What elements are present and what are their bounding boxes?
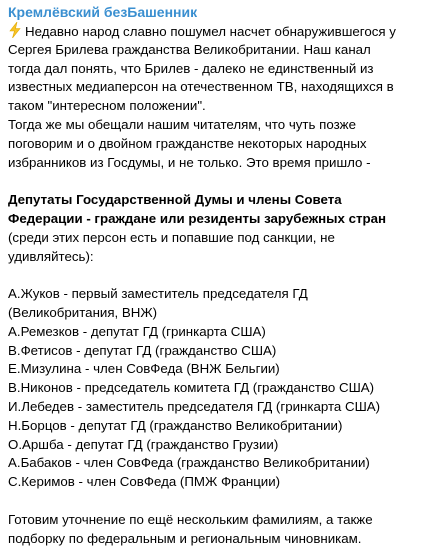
blank-line	[8, 172, 418, 191]
post-line	[8, 454, 418, 473]
post-line-text: А.Жуков - первый заместитель председателя ГД	[8, 286, 308, 302]
post-line-text: Депутаты Государственной Думы и члены Совета	[8, 192, 342, 208]
post-line-text: (среди этих персон есть и попавшие под санкции, не	[8, 229, 335, 245]
post-line-text: Сергея Брилева гражданства Великобритании. Наш канал	[8, 41, 371, 57]
post-line	[8, 379, 418, 398]
post-line-text: таком "интересном положении".	[8, 98, 206, 114]
post-line-text: Н.Борцов - депутат ГД (гражданство Великобритании)	[8, 417, 343, 433]
post-line-text: поговорим и о двойном гражданстве некоторых народных	[8, 135, 367, 151]
post-line-text: А.Ремезков - депутат ГД (гринкарта США)	[8, 323, 266, 339]
post-line	[8, 248, 418, 267]
post-line	[8, 41, 418, 60]
post-line	[8, 22, 418, 41]
post-line-text: С.Керимов - член СовФеда (ПМЖ Франции)	[8, 474, 281, 490]
post-line	[8, 323, 418, 342]
post-line	[8, 473, 418, 492]
blank-line	[8, 266, 418, 285]
post-line	[8, 154, 418, 173]
post-line-text: удивляйтесь):	[8, 248, 94, 264]
blank-line	[8, 492, 418, 511]
post-line	[8, 511, 418, 530]
post-line	[8, 229, 418, 248]
post-line	[8, 436, 418, 455]
post-line	[8, 210, 418, 229]
post-line-text: Готовим уточнение по ещё нескольким фамилиям, а также	[8, 511, 373, 527]
post-line-text: О.Аршба - депутат ГД (гражданство Грузии)	[8, 436, 279, 452]
post-line	[8, 285, 418, 304]
post-line-text: (Великобритания, ВНЖ)	[8, 304, 158, 320]
post-text	[8, 22, 418, 548]
post-line-text: подборку по федеральным и региональным чиновникам.	[8, 530, 362, 546]
post-line	[8, 304, 418, 323]
post-line	[8, 60, 418, 79]
post-line	[8, 191, 418, 210]
post-line-text: А.Бабаков - член СовФеда (гражданство Великобритании)	[8, 455, 370, 471]
high-voltage-icon	[8, 22, 22, 38]
post-line	[8, 342, 418, 361]
channel-name[interactable]: Кремлёвский безБашенник	[8, 4, 198, 20]
post-line-text: тогда дал понять, что Брилев - далеко не единственный из	[8, 60, 374, 76]
post-line	[8, 97, 418, 116]
post-line-text: В.Никонов - председатель комитета ГД (гражданство США)	[8, 380, 375, 396]
post-line-text: Недавно народ славно пошумел насчет обнаружившегося у	[25, 24, 396, 39]
post-line	[8, 78, 418, 97]
post-line-text: избранников из Госдумы, и не только. Это время пришло -	[8, 154, 371, 170]
post-line	[8, 360, 418, 379]
post-line-text: Федерации - граждане или резиденты зарубежных стран	[8, 210, 387, 226]
post-line	[8, 398, 418, 417]
channel-post	[8, 2, 418, 548]
post-line	[8, 417, 418, 436]
post-line-text: И.Лебедев - заместитель председателя ГД (гринкарта США)	[8, 398, 381, 414]
post-line-text: В.Фетисов - депутат ГД (гражданство США)	[8, 342, 277, 358]
post-line-text: Тогда же мы обещали нашим читателям, что чуть позже	[8, 116, 356, 132]
post-line-text: Е.Мизулина - член СовФеда (ВНЖ Бельгии)	[8, 361, 280, 377]
post-line	[8, 530, 418, 548]
post-line-text: известных медиаперсон на отечественном ТВ, находящихся в	[8, 79, 394, 95]
post-line	[8, 116, 418, 135]
post-line	[8, 135, 418, 154]
